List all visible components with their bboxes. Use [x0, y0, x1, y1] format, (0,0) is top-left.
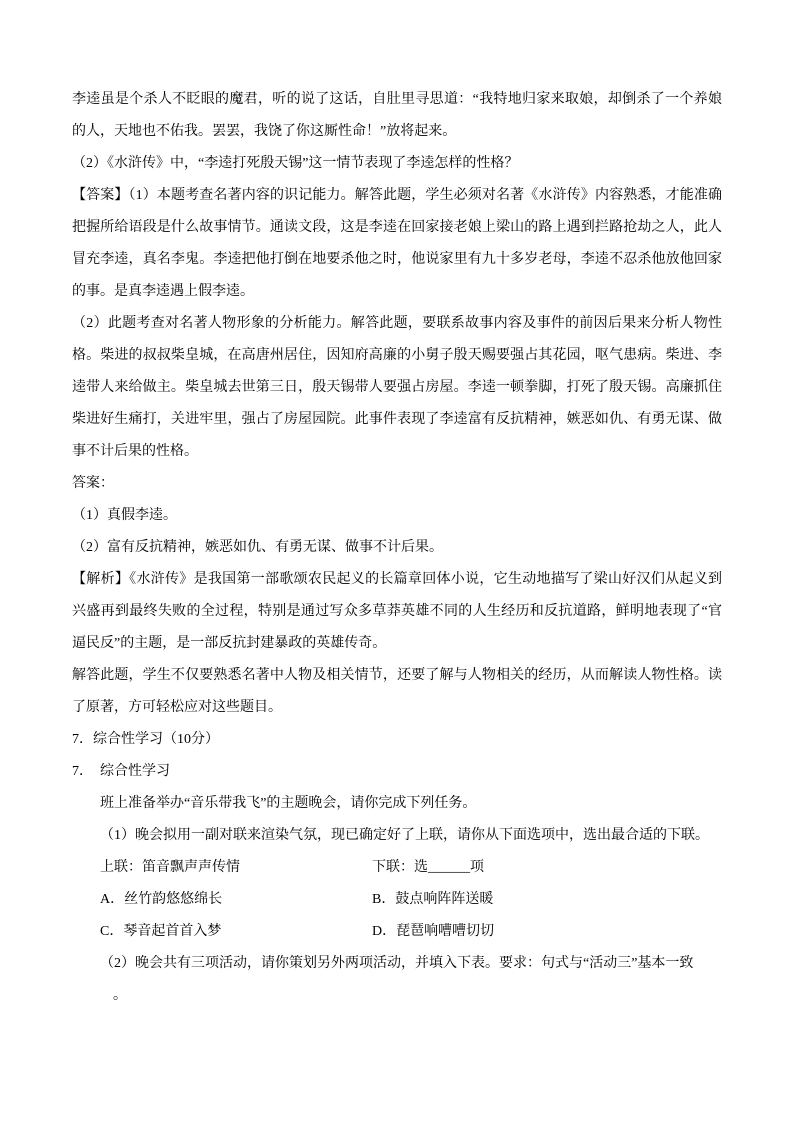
- option-a: A．丝竹韵悠悠绵长: [100, 892, 223, 907]
- answer-explanation-part2: （2）此题考查对名著人物形象的分析能力。解答此题，要联系故事内容及事件的前因后果来分析人物性格。柴进的叔叔柴皇城，在高唐州居住，因知府高廉的小舅子殷天赐要强占其花园，呕气患病。柴进、李逵带人来给做主。柴皇城去世第三日，殷天锡带人要强占房屋。李逵一顿拳脚，打死了殷天锡。高廉抓住柴进好生痛打，关进牢里，强占了房屋园院。此事件表现了李逵富有反抗精神，嫉恶如仇、有勇无谋、做事不计后果的性格。: [72, 316, 722, 459]
- question-7-task1: （1）晚会拟用一副对联来渲染气氛，现已确定好了上联，请你从下面选项中，选出最合适的下联。: [100, 828, 709, 843]
- answer-explanation-part1: 【答案】（1）本题考查名著内容的识记能力。解答此题，学生必须对名著《水浒传》内容熟悉，才能准确把握所给语段是什么故事情节。通读文段，这是李逵在回家接老娘上梁山的路上遇到拦路抢劫之人，此人冒充李逵，真名李鬼。李逵把他打倒在地要杀他之时，他说家里有九十多岁老母，李逵不忍杀他放他回家的事。是真李逵遇上假李逵。: [72, 188, 722, 299]
- answer-item-2: （2）富有反抗精神，嫉恶如仇、有勇无谋、做事不计后果。: [72, 540, 443, 555]
- paragraph-likui-quote: 李逵虽是个杀人不眨眼的魔君，听的说了这话，自肚里寻思道：“我特地归家来取娘，却倒杀了一个养娘的人，天地也不佑我。罢罢，我饶了你这厮性命！”放将起来。: [72, 92, 722, 139]
- question-7-intro: 班上准备举办“音乐带我飞”的主题晚会，请你完成下列任务。: [100, 796, 477, 811]
- question-7-heading: 7．综合性学习（10分）: [72, 732, 219, 747]
- analysis-part1: 【解析】《水浒传》是我国第一部歌颂农民起义的长篇章回体小说，它生动地描写了梁山好汉们从起义到兴盛再到最终失败的全过程，特别是通过写众多草莽英雄不同的人生经历和反抗道路，鲜明地表现了“官逼民反”的主题，是一部反抗封建暴政的英雄传奇。: [72, 572, 722, 651]
- couplet-upper-line: 上联：笛音飘声声传情: [100, 860, 240, 875]
- couplet-lower-blank: 下联：选______项: [372, 860, 484, 875]
- options-row-cd: [72, 916, 722, 948]
- answer-item-1: （1）真假李逵。: [72, 508, 177, 523]
- question-7-title: 7． 综合性学习: [72, 764, 170, 779]
- question-7-task2: （2）晚会共有三项活动，请你策划另外两项活动，并填入下表。要求：句式与“活动三”基本一致: [100, 956, 694, 971]
- option-c: C．琴音起首首入梦: [100, 924, 222, 939]
- analysis-part2: 解答此题，学生不仅要熟悉名著中人物及相关情节，还要了解与人物相关的经历，从而解读人物性格。读了原著，方可轻松应对这些题目。: [72, 668, 722, 715]
- question-2-prompt: （2）《水浒传》中，“李逵打死殷天锡”这一情节表现了李逵怎样的性格？: [72, 156, 519, 171]
- couplet-row: [72, 852, 722, 884]
- option-b: B．鼓点响阵阵送暖: [372, 892, 494, 907]
- answers-label: 答案：: [72, 476, 114, 491]
- options-row-ab: [72, 884, 722, 916]
- question-7-task2-trailing-period: 。: [113, 988, 127, 1003]
- option-d: D．琵琶响嘈嘈切切: [372, 924, 495, 939]
